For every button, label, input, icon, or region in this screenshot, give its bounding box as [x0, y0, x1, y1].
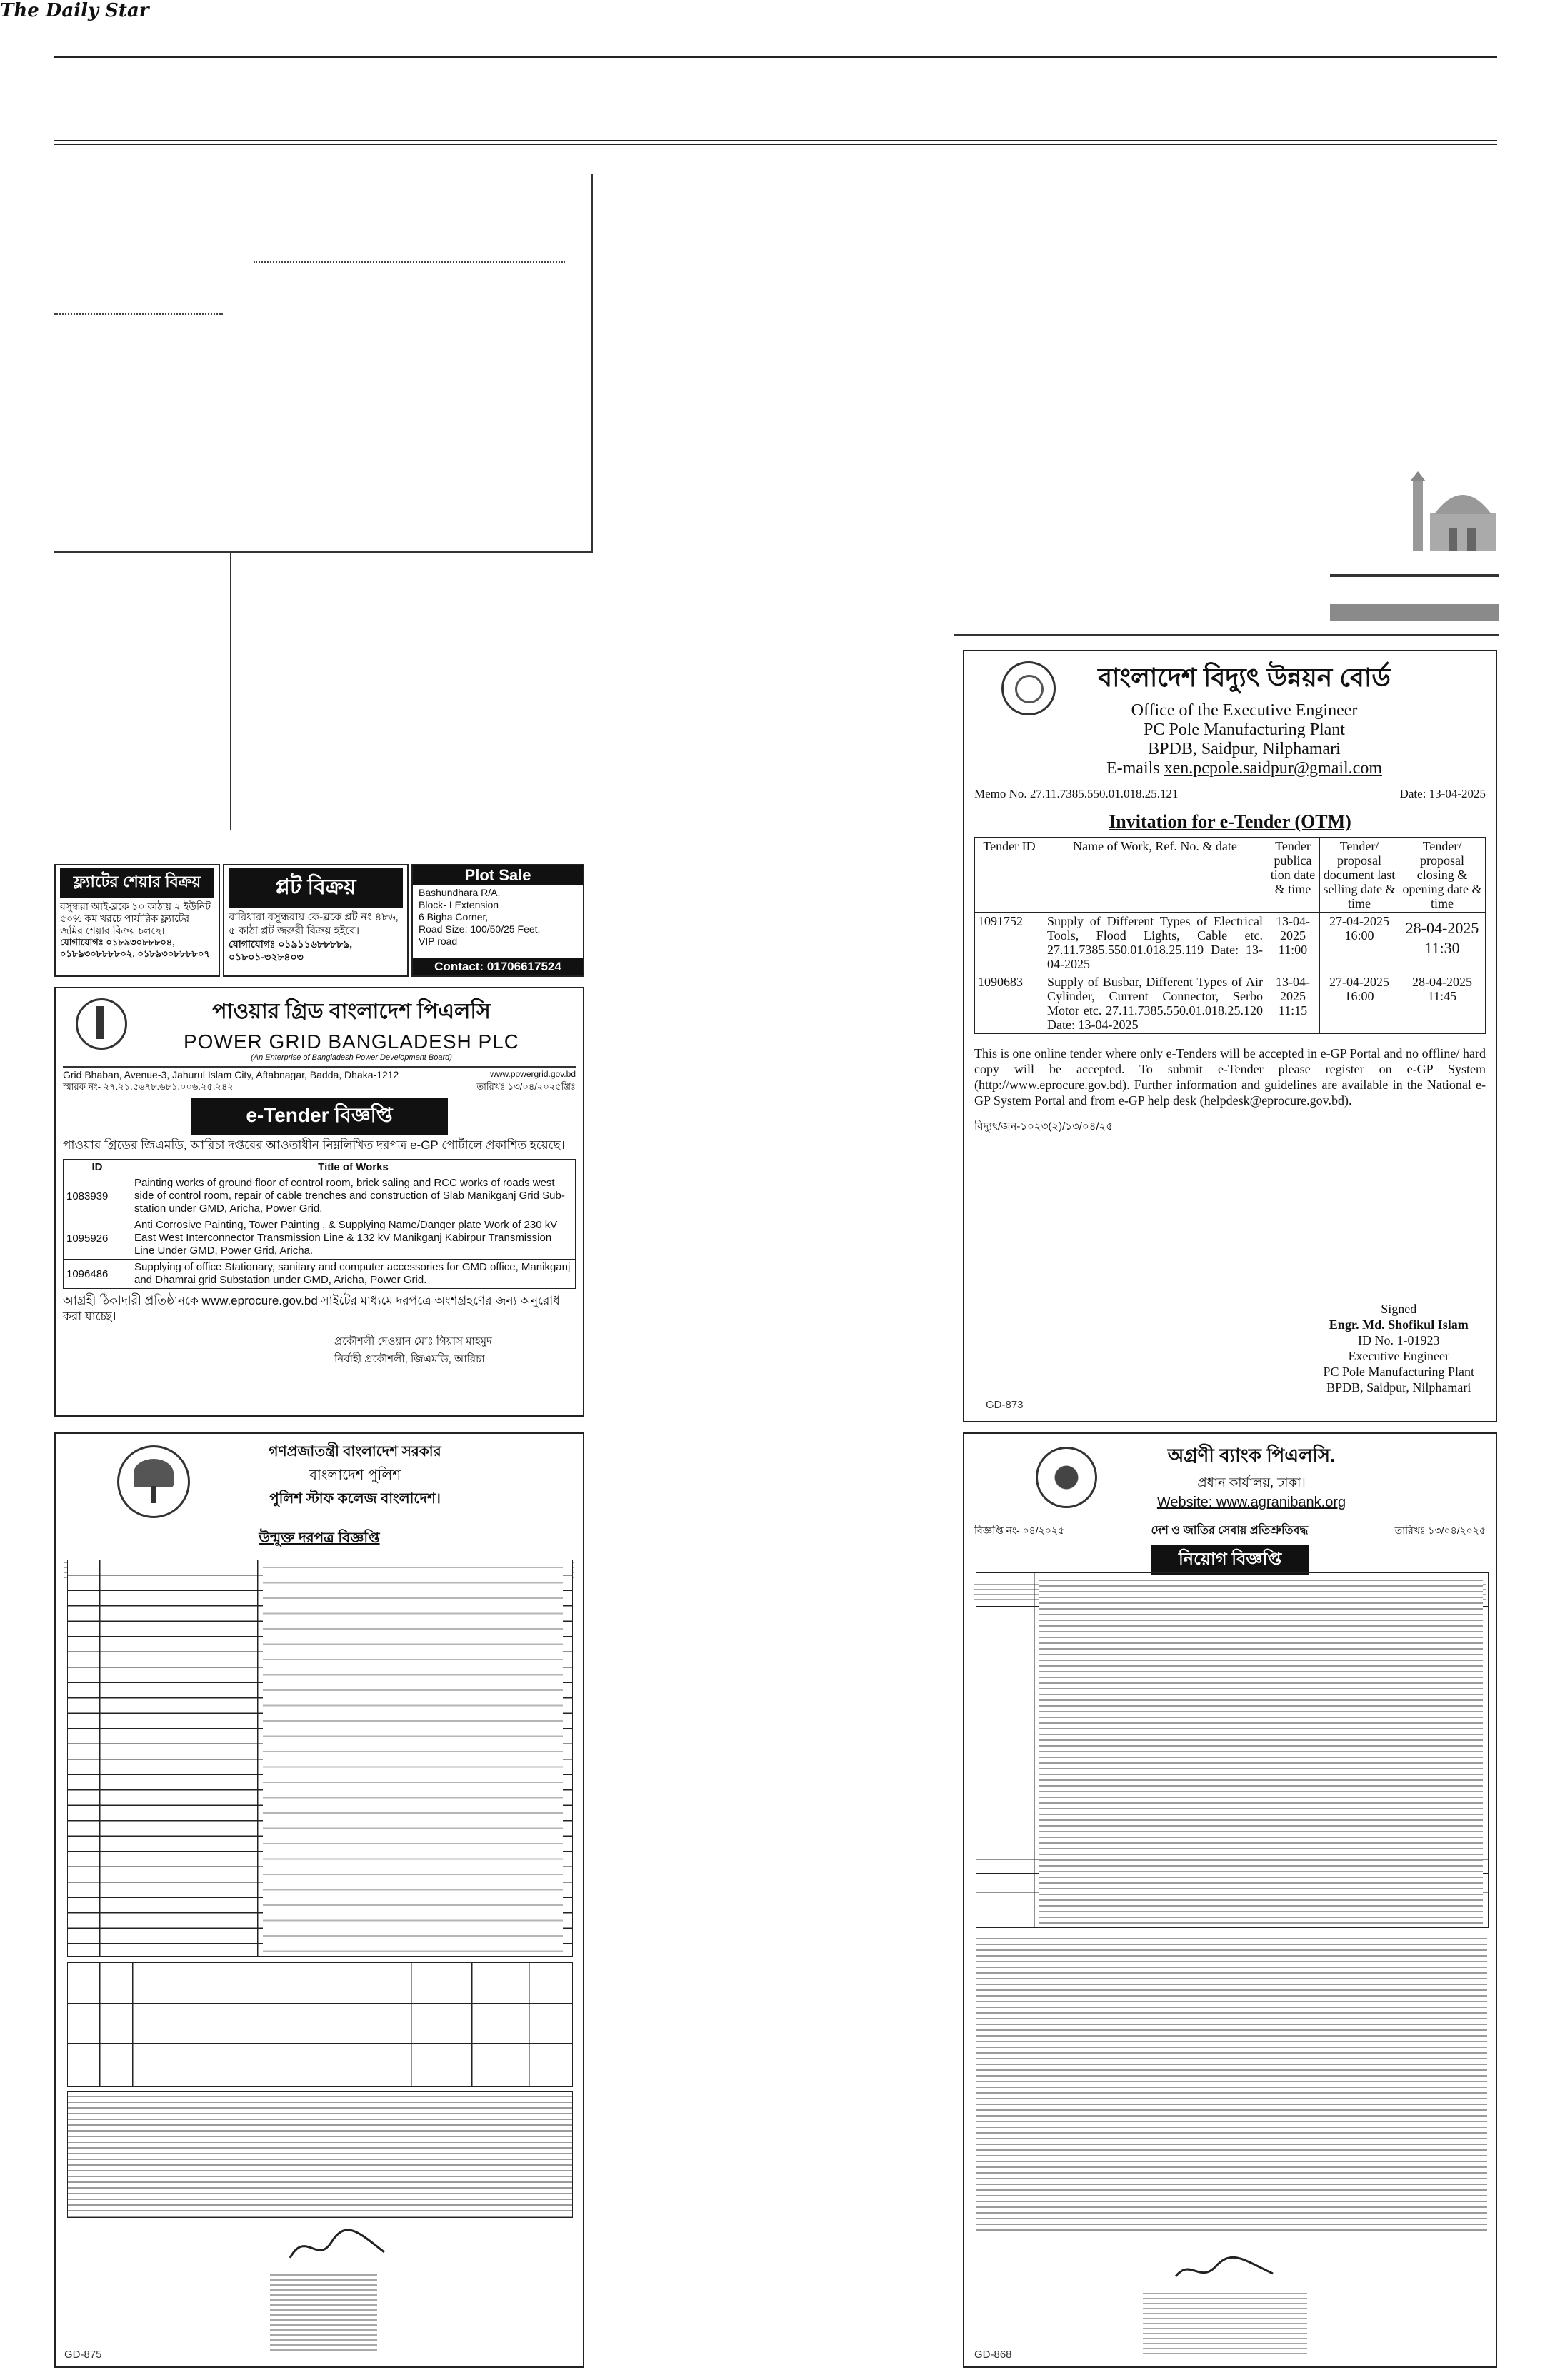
- bpdb-gd-code: GD-873: [986, 1399, 1024, 1411]
- bpdb-office: Office of the Executive Engineer: [1131, 701, 1358, 720]
- bpdb-signer-plant: PC Pole Manufacturing Plant: [1323, 1365, 1474, 1379]
- masthead-rule-2: [54, 144, 1497, 145]
- tender-id: 1090683: [975, 973, 1044, 1034]
- tender-id: 1091752: [975, 913, 1044, 973]
- bpdb-signer-id: ID No. 1-01923: [1358, 1333, 1440, 1347]
- flat-share-title: ফ্ল্যাটের শেয়ার বিক্রয়: [60, 868, 214, 898]
- bpdb-note: This is one online tender where only e-Tenders will be accepted in e-GP Portal and no offline/ hard copy will be accepted. To submit e-Tender please register on e-GP System (http://www.eprocure.gov.bd). Further information and guidelines are available in the National e-GP System Portal and from e-GP help desk (helpdesk@eprocure.gov.bd).: [974, 1046, 1486, 1108]
- bpdb-email[interactable]: xen.pcpole.saidpur@gmail.com: [1164, 759, 1382, 778]
- powergrid-notice-title: e-Tender বিজ্ঞপ্তি: [191, 1098, 448, 1135]
- plot-sale-en-contact: Contact: 01706617524: [413, 958, 583, 975]
- bpdb-title: Invitation for e-Tender (OTM): [1109, 811, 1351, 832]
- plot-line: 6 Bigha Corner,: [419, 911, 489, 923]
- police-signature: [284, 2226, 391, 2269]
- tender-sell: 27-04-2025 16:00: [1320, 913, 1399, 973]
- bpdb-email-label: E-mails: [1106, 759, 1160, 778]
- police-signatory-block: [270, 2271, 377, 2351]
- plot-sale-en-ad: [411, 864, 584, 977]
- bpdb-logo-icon: [1001, 661, 1056, 715]
- agrani-logo-icon: [1036, 1447, 1097, 1508]
- masthead-rule: [54, 140, 1497, 141]
- police-gd-code: GD-875: [64, 2349, 102, 2361]
- powergrid-logo-icon: [76, 998, 127, 1050]
- blank-article-frame: [54, 174, 593, 553]
- police-works-table: [67, 1962, 573, 2087]
- table-header: ID: [64, 1160, 131, 1175]
- mosque-shade-bar: [1330, 604, 1499, 621]
- tender-title: Painting works of ground floor of control room, brick saling and RCC works of roads west side of control room, repair of cable trenches and construction of Slab Manikganj Grid Sub-station under GMD, Aricha, Power Grid.: [131, 1175, 576, 1217]
- bpdb-location: BPDB, Saidpur, Nilphamari: [1148, 740, 1341, 758]
- agrani-office: প্রধান কার্যালয়, ঢাকা।: [1197, 1475, 1306, 1490]
- bpdb-email-line: [1003, 759, 1486, 778]
- tender-title: Supplying of office Stationary, sanitary and computer accessories for GMD office, Manikganj and Dhamrai grid Substation under GMD, Aricha, Power Grid.: [131, 1260, 576, 1289]
- plot-sale-bn-body: বারিধারা বসুন্ধরায় কে-ব্লকে প্লট নং ৪৮৬, ৫ কাঠা প্লট জরুরী বিক্রয় হইবে।: [229, 911, 399, 937]
- agrani-motto: দেশ ও জাতির সেবায় প্রতিশ্রুতিবদ্ধ: [1151, 1525, 1309, 1537]
- mosque-icon: [1406, 471, 1499, 556]
- tender-pub: 13-04-2025 11:00: [1266, 913, 1320, 973]
- powergrid-memo: স্মারক নং- ২৭.২১.৫৬৭৮.৬৮১.০০৬.২৫.২৪২: [63, 1081, 234, 1092]
- tender-id: 1095926: [64, 1217, 131, 1260]
- powergrid-subtitle: (An Enterprise of Bangladesh Power Development Board): [251, 1053, 452, 1062]
- powergrid-table: [63, 1159, 576, 1289]
- tender-close: 28-04-2025 11:45: [1399, 973, 1486, 1034]
- police-tender: [54, 1432, 584, 2368]
- table-header: Tender/ proposal closing & opening date & time: [1399, 838, 1486, 913]
- table-header: Tender ID: [975, 838, 1044, 913]
- bpdb-name-bn: বাংলাদেশ বিদ্যুৎ উন্নয়ন বোর্ড: [1098, 663, 1391, 692]
- powergrid-address: Grid Bhaban, Avenue-3, Jahurul Islam City, Aftabnagar, Badda, Dhaka-1212: [63, 1069, 399, 1080]
- table-row: [64, 1175, 576, 1217]
- police-college-logo-icon: [117, 1445, 190, 1518]
- table-header: Tender/ proposal document last selling date & time: [1320, 838, 1399, 913]
- powergrid-sign2: নির্বাহী প্রকৌশলী, জিএমডি, আরিচা: [334, 1353, 485, 1365]
- tender-title: Anti Corrosive Painting, Tower Painting , & Supplying Name/Danger plate Work of 230 kV East West Interconnector Transmission Line & 132 kV Manikganj Kabirpur Transmission Line Under GMD, Power Grid, Aricha.: [131, 1217, 576, 1260]
- tender-pub: 13-04-2025 11:15: [1266, 973, 1320, 1034]
- bpdb-signer-title: Executive Engineer: [1348, 1349, 1449, 1363]
- agrani-requirements-text: [1039, 1575, 1483, 1924]
- masthead: The Daily Star: [0, 0, 149, 21]
- tender-sell: 27-04-2025 16:00: [1320, 973, 1399, 1034]
- flat-share-body: বসুন্ধরা আই-ব্লকে ১০ কাঠায় ২ ইউনিট ৫০% কম খরচে পার্যারিক ফ্ল্যাটের জমির শেয়ার বিক্রয় চলছে।: [60, 900, 211, 936]
- bpdb-memo: Memo No. 27.11.7385.550.01.018.25.121: [974, 787, 1179, 800]
- plot-line: Road Size: 100/50/25 Feet,: [419, 923, 541, 935]
- powergrid-name-en: POWER GRID BANGLADESH PLC: [184, 1030, 519, 1053]
- table-header: Title of Works: [131, 1160, 576, 1175]
- powergrid-intro: পাওয়ার গ্রিডের জিএমডি, আরিচা দপ্তরের আওতাধীন নিম্নলিখিত দরপত্র e-GP পোর্টালে প্রকাশিত হয়েছে।: [63, 1138, 565, 1152]
- powergrid-website: www.powergrid.gov.bd: [490, 1069, 576, 1079]
- agrani-recruitment: [963, 1432, 1497, 2368]
- police-line3: পুলিশ স্টাফ কলেজ বাংলাদেশ।: [269, 1491, 441, 1507]
- bpdb-date: Date: 13-04-2025: [1399, 787, 1486, 800]
- bpdb-ref: বিদ্যুৎ/জন-১০২৩(২)/১৩/০৪/২৫: [974, 1120, 1114, 1133]
- powergrid-footer: আগ্রহী ঠিকাদারী প্রতিষ্ঠানকে www.eprocure.gov.bd সাইটের মাধ্যমে দরপত্রে অংশগ্রহণের জন্য অনুরোধ করা যাচ্ছে।: [63, 1294, 560, 1323]
- right-column-rule: [954, 634, 1499, 636]
- table-row: [64, 1260, 576, 1289]
- police-line2: বাংলাদেশ পুলিশ: [309, 1467, 401, 1483]
- dotted-rule-2: [54, 313, 223, 315]
- table-row: [64, 1217, 576, 1260]
- agrani-signatory-block: [1143, 2289, 1307, 2354]
- police-title: উন্মুক্ত দরপত্র বিজ্ঞপ্তি: [259, 1530, 380, 1546]
- plot-sale-bn-contact: যোগাযোগঃ ০১৯১১৬৮৮৮৮৯, ০১৮০১-৩২৮৪০৩: [229, 938, 353, 963]
- tender-id: 1083939: [64, 1175, 131, 1217]
- bpdb-tender: [963, 650, 1497, 1422]
- plot-line: Block- I Extension: [419, 899, 499, 910]
- table-header: Name of Work, Ref. No. & date: [1044, 838, 1266, 913]
- plot-line: VIP road: [419, 935, 458, 947]
- agrani-ref: বিজ্ঞপ্তি নং- ০৪/২০২৫: [974, 1524, 1065, 1536]
- plot-sale-bn-title: প্লট বিক্রয়: [229, 868, 403, 908]
- powergrid-sign1: প্রকৌশলী দেওয়ান মোঃ গিয়াস মাহমুদ: [334, 1335, 492, 1347]
- blank-article-frame-2: [230, 553, 231, 830]
- plot-sale-en-title: Plot Sale: [413, 865, 583, 885]
- bpdb-signer: Engr. Md. Shofikul Islam: [1329, 1317, 1469, 1332]
- flat-share-ad: [54, 864, 220, 977]
- dotted-rule: [254, 261, 565, 263]
- bpdb-signed: Signed: [1381, 1302, 1417, 1316]
- top-rule: [54, 56, 1497, 58]
- flat-share-contact: যোগাযোগঃ ০১৮৯৩০৮৮৮০৪, ০১৮৯৩০৮৮৮৮০২, ০১৮৯৩০৮৮৮৮০৭: [60, 937, 210, 959]
- table-header: Tender publica tion date & time: [1266, 838, 1320, 913]
- bpdb-table: [974, 837, 1486, 1034]
- tender-close: 28-04-2025 11:30: [1399, 913, 1486, 973]
- tender-work: Supply of Different Types of Electrical Tools, Flood Lights, Cable etc. 27.11.7385.550.01.018.25.119 Date: 13-04-2025: [1044, 913, 1266, 973]
- powergrid-tender: [54, 987, 584, 1417]
- powergrid-date: তারিখঃ ১৩/০৪/২০২৫খ্রিঃ: [476, 1081, 576, 1092]
- plot-line: Bashundhara R/A,: [419, 887, 501, 898]
- agrani-title: নিয়োগ বিজ্ঞপ্তি: [1151, 1545, 1309, 1576]
- table-row: [975, 913, 1486, 973]
- plot-sale-bn-ad: [223, 864, 409, 977]
- plot-sale-en-lines: [413, 885, 583, 949]
- table-row: [975, 973, 1486, 1034]
- agrani-date: তারিখঃ ১৩/০৪/২০২৫: [1394, 1524, 1486, 1536]
- powergrid-name-bn: পাওয়ার গ্রিড বাংলাদেশ পিএলসি: [212, 1000, 491, 1023]
- agrani-name-bn: অগ্রণী ব্যাংক পিএলসি.: [1167, 1445, 1336, 1466]
- agrani-gd-code: GD-868: [974, 2349, 1012, 2361]
- tender-work: Supply of Busbar, Different Types of Air Cylinder, Current Connector, Serbo Motor etc. 27.11.7385.550.01.018.25.120 Date: 13-04-2025: [1044, 973, 1266, 1034]
- tender-id: 1096486: [64, 1260, 131, 1289]
- agrani-website[interactable]: Website: www.agranibank.org: [1156, 1495, 1346, 1510]
- police-line1: গণপ্রজাতন্ত্রী বাংলাদেশ সরকার: [269, 1444, 441, 1460]
- bpdb-plant: PC Pole Manufacturing Plant: [1144, 720, 1345, 739]
- police-terms-text: [67, 2091, 573, 2218]
- police-details-values: [263, 1562, 563, 1954]
- agrani-application-rules: [976, 1934, 1487, 2234]
- mosque-base-rule: [1330, 574, 1499, 577]
- agrani-signature: [1171, 2252, 1279, 2288]
- bpdb-signer-loc: BPDB, Saidpur, Nilphamari: [1326, 1380, 1471, 1395]
